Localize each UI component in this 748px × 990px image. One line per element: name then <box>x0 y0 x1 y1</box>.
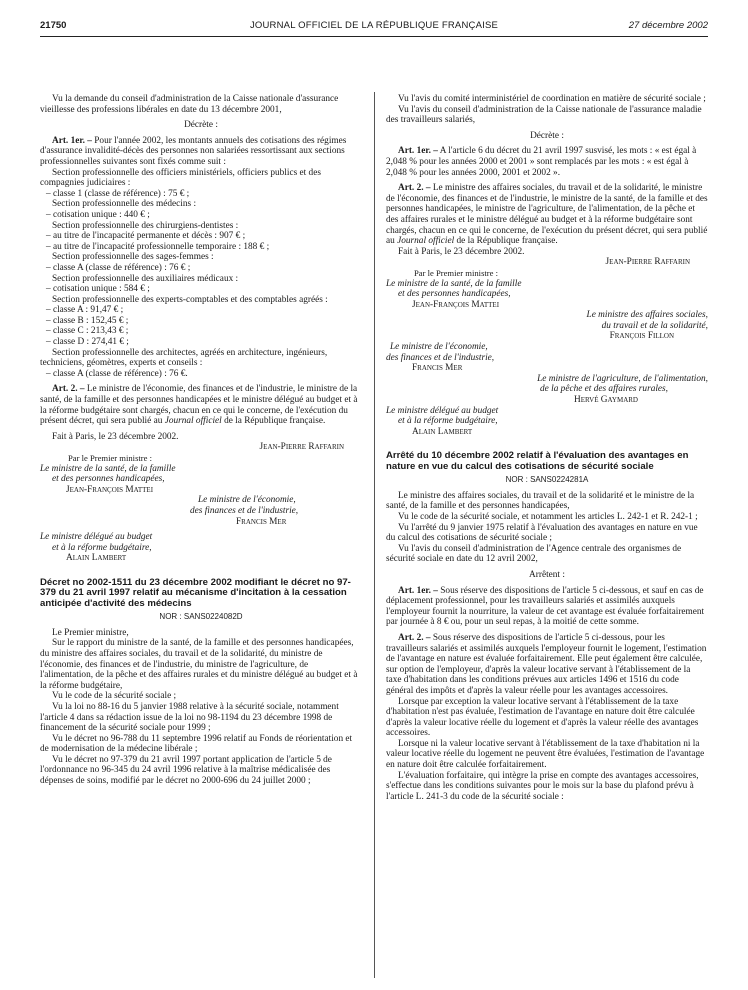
arretent-heading: Arrêtent : <box>529 569 565 580</box>
arrete-title: Arrêté du 10 décembre 2002 relatif à l'évaluation des avantages en nature en vue du calcul des cotisations de sécurité sociale <box>386 450 689 472</box>
paragraph: Le ministre des affaires sociales, du travail et de la solidarité et le ministre de la santé, de la famille et des personnes handicapées, <box>386 490 695 512</box>
list-item: Section professionnelle des officiers ministériels, officiers publics et des compagnies judiciaires : <box>40 167 321 189</box>
list-item: Section professionnelle des experts-comptables et des comptables agréés : <box>52 294 328 305</box>
signer-name: Jean-Pierre Raffarin <box>605 257 690 268</box>
journal-ref: Journal officiel <box>397 236 455 247</box>
decree-title: Décret no 2002-1511 du 23 décembre 2002 modifiant le décret no 97-379 du 21 avril 1997 relatif au mécanisme d'incitation à la cessation anticipée d'activité des médecins <box>40 576 351 609</box>
signatory-title: Le ministre de la santé, de la famille <box>40 463 176 474</box>
paragraph: Vu le code de la sécurité sociale, et notamment les articles L. 242-1 et R. 242-1 ; <box>398 512 698 522</box>
article-text: A l'article 6 du décret du 21 avril 1997 susvisé, les mots : « est égal à 2,048 % pour les années 2000 et 2001 » sont remplacés par les mots : « est égal à 2,048 % pour les années 2000, 2001 et 2002 ». <box>386 146 697 178</box>
list-item: Section professionnelle des sages-femmes : <box>52 252 214 263</box>
paragraph: Vu le décret no 96-788 du 11 septembre 1996 relatif au Fonds de réorientation et de modernisation de la médecine libérale ; <box>40 733 353 755</box>
nor-reference: NOR : SANS0224281A <box>505 475 589 485</box>
contribution-list <box>40 168 362 380</box>
signatory-name: Alain Lambert <box>412 426 473 437</box>
issue-date: 27 décembre 2002 <box>628 20 708 31</box>
signatory-name: Hervé Gaymard <box>574 395 638 406</box>
list-item: Section professionnelle des auxiliaires médicaux : <box>52 273 239 284</box>
right-column <box>386 94 708 802</box>
paragraph: Lorsque par exception la valeur locative servant à l'établissement de la taxe d'habitation n'est pas évaluée, l'estimation de l'avantage en nature doit être calculée d'après la valeur locative réelle du logement et d'après la valeur réelle des avantages accessoires. <box>386 696 699 739</box>
paragraph: Vu le code de la sécurité sociale ; <box>52 691 177 702</box>
list-item: – classe B : 152,45 € ; <box>46 315 129 326</box>
signatory-title: Le ministre de l'économie, <box>390 342 488 353</box>
signatory-name: François Fillon <box>609 331 674 342</box>
signatory-title: Le ministre des affaires sociales, <box>586 310 708 321</box>
signer-name: Jean-Pierre Raffarin <box>259 442 344 453</box>
paragraph: Vu la loi no 88-16 du 5 janvier 1988 relative à la sécurité sociale, notamment l'article 4 dans sa rédaction issue de la loi no 98-1194 du 23 décembre 1998 de financement de la sécurité sociale pour 1999 ; <box>40 701 339 734</box>
article-2 <box>386 183 708 247</box>
article-2 <box>386 633 708 697</box>
article-text: Sous réserve des dispositions de l'article 5 ci-dessous, et sauf en cas de déplacement professionnel, pour les travailleurs salariés et assimilés auxquels l'employeur fournit la nourriture, la valeur de cet avantage est évaluée forfaitairement par journée à 8 € ou, pour un seul repas, à la moitié de cette somme. <box>386 585 705 628</box>
signatory-title: Le ministre délégué au budget <box>386 405 499 416</box>
signatory-name: Alain Lambert <box>66 553 127 564</box>
article-label: Art. 2. – <box>398 632 431 643</box>
article-label: Art. 2. – <box>52 384 85 395</box>
header-rule <box>40 36 708 37</box>
journal-ref: Journal officiel <box>164 416 222 427</box>
article-label: Art. 1er. – <box>52 135 92 146</box>
list-item: – classe A : 91,47 € ; <box>46 305 124 316</box>
paragraph: Le Premier ministre, <box>52 627 129 638</box>
signatory-title: Le ministre de l'économie, <box>198 495 296 506</box>
article-text: Le ministre de l'économie, des finances et de l'industrie, le ministre de la santé, de la famille et des personnes handicapées et le ministre délégué au budget et à la réforme budgétaire sont chargés, chacun en ce qui le concerne, de l'exécution du présent décret, qui sera publié au <box>40 384 358 427</box>
list-item: – classe D : 274,41 € ; <box>46 337 129 348</box>
article-1 <box>386 586 708 628</box>
article-1 <box>40 136 362 168</box>
nor-reference: NOR : SANS0224082D <box>159 612 243 622</box>
signatory-name: Jean-François Mattei <box>412 299 500 310</box>
journal-title: JOURNAL OFFICIEL DE LA RÉPUBLIQUE FRANÇAISE <box>249 20 499 31</box>
list-item: – au titre de l'incapacité professionnelle temporaire : 188 € ; <box>46 241 270 252</box>
list-item: Section professionnelle des architectes, agréés en architecture, ingénieurs, techniciens, géomètres, experts et conseils : <box>40 347 328 369</box>
article-text: Sous réserve des dispositions de l'article 5 ci-dessous, pour les travailleurs salariés et assimilés auxquels l'employeur fournit le logement, l'estimation de l'avantage en nature est évaluée forfaitairement. Elle peut également être calculée, sur option de l'employeur, d'après la valeur locative servant à l'établissement de la taxe d'habitation dans les conditions prévues aux articles 1496 et 1516 du code général des impôts et d'après la valeur réelle pour les avantages accessoires. <box>386 632 707 696</box>
list-item: – cotisation unique : 440 € ; <box>46 209 150 220</box>
par-premier-ministre: Par le Premier ministre : <box>68 453 153 463</box>
signatory-title: et à la réforme budgétaire, <box>398 416 498 427</box>
paragraph: Vu la demande du conseil d'administration de la Caisse nationale d'assurance vieillesse des professions libérales en date du 13 décembre 2001, <box>40 94 339 115</box>
signatory-title: Le ministre de l'agriculture, de l'alimentation, <box>537 373 708 384</box>
fait-line: Fait à Paris, le 23 décembre 2002. <box>52 431 179 442</box>
signatory-name: Jean-François Mattei <box>66 484 154 495</box>
article-text: de la République française. <box>456 236 558 247</box>
list-item: – classe 1 (classe de référence) : 75 € ; <box>46 188 190 199</box>
signatory-title: et à la réforme budgétaire, <box>52 542 152 553</box>
article-text: Pour l'année 2002, les montants annuels des cotisations des régimes d'assurance invalidité-décès des personnes non salariées ressortissant aux sections professionnelles suivantes sont fixés comme suit : <box>40 135 347 167</box>
column-divider <box>374 92 375 978</box>
decrete-heading: Décrète : <box>184 120 218 131</box>
signatory-title: et des personnes handicapées, <box>398 289 511 300</box>
paragraph: Vu l'avis du comité interministériel de coordination en matière de sécurité sociale ; <box>398 94 706 104</box>
article-label: Art. 1er. – <box>398 146 438 157</box>
list-item: – classe C : 213,43 € ; <box>46 326 129 337</box>
list-item: – cotisation unique : 584 € ; <box>46 284 150 295</box>
article-text: de la République française. <box>224 416 326 427</box>
signatory-title: des finances et de l'industrie, <box>386 352 495 363</box>
paragraph: Vu l'avis du conseil d'administration de la Caisse nationale de l'assurance maladie des travailleurs salariés, <box>386 104 702 126</box>
left-column <box>40 94 362 787</box>
paragraph: Sur le rapport du ministre de la santé, de la famille et des personnes handicapées, du ministre des affaires sociales, du travail et de la solidarité, du ministre de l'économie, des finances et de l'industrie, du ministre de l'agriculture, de l'alimentation, de la pêche et des affaires rurales et du ministre délégué au budget et à la réforme budgétaire, <box>40 638 358 691</box>
fait-line: Fait à Paris, le 23 décembre 2002. <box>398 246 525 257</box>
signatory-title: et des personnes handicapées, <box>52 474 165 485</box>
paragraph: Lorsque ni la valeur locative servant à l'établissement de la taxe d'habitation ni la valeur locative réelle du logement ne peuvent être évaluées, l'estimation de l'avantage en nature doit être calculée forfaitairement. <box>386 738 705 771</box>
signatory-title: des finances et de l'industrie, <box>190 505 299 516</box>
article-text: Le ministre des affaires sociales, du travail et de la solidarité, le ministre de l'économie, des finances et de l'industrie, le ministre de la santé, de la famille et des personnes handicapées, le ministre de l'agriculture, de l'alimentation, de la pêche et des affaires rurales et le ministre délégué au budget et à la réforme budgétaire sont chargés, chacun en ce qui le concerne, de l'exécution du présent décret, qui sera publié au <box>386 183 708 247</box>
paragraph: Vu l'arrêté du 9 janvier 1975 relatif à l'évaluation des avantages en nature en vue du calcul des cotisations de sécurité sociale ; <box>386 522 698 544</box>
decrete-heading: Décrète : <box>530 130 564 141</box>
list-item: Section professionnelle des chirurgiens-dentistes : <box>52 220 239 231</box>
list-item: – au titre de l'incapacité permanente et décès : 907 € ; <box>46 231 246 242</box>
par-premier-ministre: Par le Premier ministre : <box>414 267 499 278</box>
signatory-title: du travail et de la solidarité, <box>601 320 708 331</box>
signatory-name: Francis Mer <box>236 516 287 527</box>
paragraph: Vu le décret no 97-379 du 21 avril 1997 portant application de l'article 5 de l'ordonnance no 96-345 du 24 avril 1996 relative à la maîtrise médicalisée des dépenses de soins, modifié par le décret no 2000-696 du 24 juillet 2000 ; <box>40 754 332 787</box>
article-label: Art. 2. – <box>398 183 431 194</box>
page-number: 21750 <box>40 20 67 31</box>
signatory-title: de la pêche et des affaires rurales, <box>540 384 668 395</box>
signatory-name: Francis Mer <box>412 363 463 374</box>
page-header <box>40 20 708 34</box>
list-item: – classe A (classe de référence) : 76 €. <box>46 368 188 379</box>
signatory-title: Le ministre de la santé, de la famille <box>386 278 522 289</box>
paragraph: L'évaluation forfaitaire, qui intègre la prise en compte des avantages accessoires, s'effectue dans les conditions suivantes pour le mois sur la base du plafond prévu à l'article L. 241-3 du code de la sécurité sociale : <box>386 770 699 802</box>
list-item: – classe A (classe de référence) : 76 € ; <box>46 262 191 273</box>
article-1 <box>386 146 708 178</box>
article-2 <box>40 384 362 426</box>
signatory-title: Le ministre délégué au budget <box>40 532 153 543</box>
article-label: Art. 1er. – <box>398 585 438 596</box>
paragraph: Vu l'avis du conseil d'administration de l'Agence centrale des organismes de sécurité sociale en date du 12 avril 2002, <box>386 543 682 565</box>
list-item: Section professionnelle des médecins : <box>52 199 197 210</box>
